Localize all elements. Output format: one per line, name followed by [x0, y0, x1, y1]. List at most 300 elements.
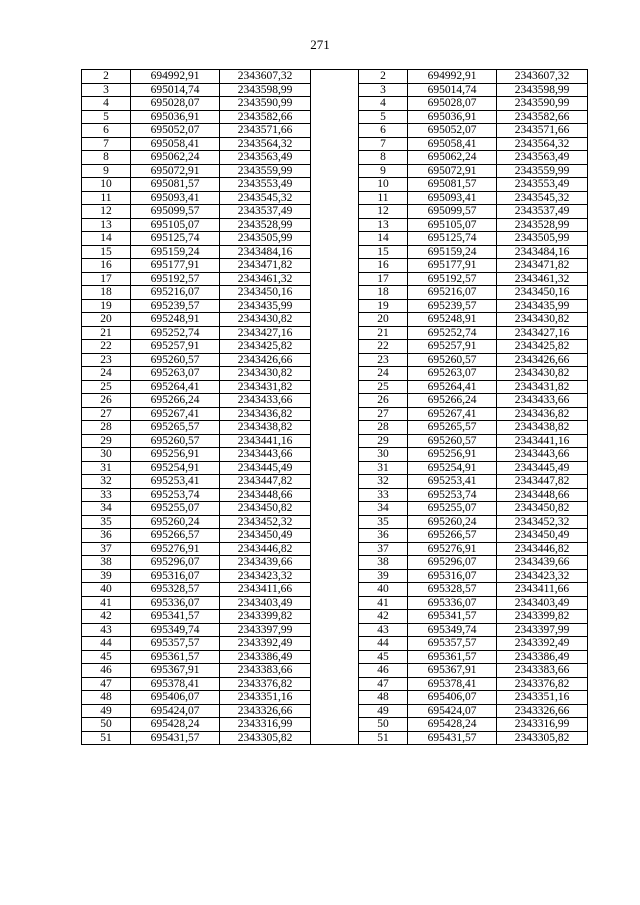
left-y-coordinate-cell: 2343450,82	[220, 502, 311, 516]
left-y-coordinate-cell: 2343471,82	[220, 259, 311, 273]
left-y-coordinate-cell: 2343438,82	[220, 421, 311, 435]
right-y-coordinate-cell: 2343376,82	[497, 677, 588, 691]
column-gap	[311, 340, 359, 354]
right-x-coordinate-cell: 695316,07	[408, 569, 497, 583]
right-x-coordinate-cell: 695428,24	[408, 718, 497, 732]
left-y-coordinate-cell: 2343425,82	[220, 340, 311, 354]
right-y-coordinate-cell: 2343426,66	[497, 353, 588, 367]
left-y-coordinate-cell: 2343484,16	[220, 245, 311, 259]
left-x-coordinate-cell: 695252,74	[131, 326, 220, 340]
left-x-coordinate-cell: 695036,91	[131, 110, 220, 124]
left-y-coordinate-cell: 2343399,82	[220, 610, 311, 624]
left-point-number-cell: 8	[82, 151, 131, 165]
table-row	[82, 151, 588, 165]
right-x-coordinate-cell: 695254,91	[408, 461, 497, 475]
right-x-coordinate-cell: 695248,91	[408, 313, 497, 327]
left-x-coordinate-cell: 695062,24	[131, 151, 220, 165]
column-gap	[311, 137, 359, 151]
right-y-coordinate-cell: 2343450,82	[497, 502, 588, 516]
left-x-coordinate-cell: 695328,57	[131, 583, 220, 597]
table-row	[82, 677, 588, 691]
column-gap	[311, 218, 359, 232]
column-gap	[311, 70, 359, 84]
table-row	[82, 218, 588, 232]
table-row	[82, 623, 588, 637]
column-gap	[311, 515, 359, 529]
table-row	[82, 515, 588, 529]
right-y-coordinate-cell: 2343564,32	[497, 137, 588, 151]
left-point-number-cell: 32	[82, 475, 131, 489]
table-row	[82, 583, 588, 597]
left-y-coordinate-cell: 2343461,32	[220, 272, 311, 286]
right-x-coordinate-cell: 695406,07	[408, 691, 497, 705]
table-row	[82, 650, 588, 664]
column-gap	[311, 556, 359, 570]
right-x-coordinate-cell: 695357,57	[408, 637, 497, 651]
right-x-coordinate-cell: 695263,07	[408, 367, 497, 381]
left-y-coordinate-cell: 2343305,82	[220, 731, 311, 745]
left-y-coordinate-cell: 2343397,99	[220, 623, 311, 637]
left-point-number-cell: 42	[82, 610, 131, 624]
table-row	[82, 718, 588, 732]
right-y-coordinate-cell: 2343411,66	[497, 583, 588, 597]
left-x-coordinate-cell: 695260,24	[131, 515, 220, 529]
right-x-coordinate-cell: 695266,24	[408, 394, 497, 408]
left-point-number-cell: 21	[82, 326, 131, 340]
right-y-coordinate-cell: 2343316,99	[497, 718, 588, 732]
left-x-coordinate-cell: 695357,57	[131, 637, 220, 651]
column-gap	[311, 380, 359, 394]
left-y-coordinate-cell: 2343435,99	[220, 299, 311, 313]
right-point-number-cell: 22	[359, 340, 408, 354]
right-point-number-cell: 17	[359, 272, 408, 286]
left-point-number-cell: 11	[82, 191, 131, 205]
table-row	[82, 367, 588, 381]
table-row	[82, 448, 588, 462]
column-gap	[311, 529, 359, 543]
right-point-number-cell: 8	[359, 151, 408, 165]
right-x-coordinate-cell: 695081,57	[408, 178, 497, 192]
column-gap	[311, 677, 359, 691]
right-x-coordinate-cell: 695256,91	[408, 448, 497, 462]
right-point-number-cell: 35	[359, 515, 408, 529]
right-point-number-cell: 44	[359, 637, 408, 651]
left-y-coordinate-cell: 2343564,32	[220, 137, 311, 151]
right-point-number-cell: 38	[359, 556, 408, 570]
column-gap	[311, 637, 359, 651]
table-row	[82, 542, 588, 556]
right-point-number-cell: 24	[359, 367, 408, 381]
right-point-number-cell: 25	[359, 380, 408, 394]
table-row	[82, 232, 588, 246]
right-point-number-cell: 51	[359, 731, 408, 745]
column-gap	[311, 110, 359, 124]
right-y-coordinate-cell: 2343305,82	[497, 731, 588, 745]
left-point-number-cell: 39	[82, 569, 131, 583]
left-y-coordinate-cell: 2343443,66	[220, 448, 311, 462]
left-y-coordinate-cell: 2343376,82	[220, 677, 311, 691]
right-y-coordinate-cell: 2343392,49	[497, 637, 588, 651]
column-gap	[311, 475, 359, 489]
column-gap	[311, 313, 359, 327]
right-x-coordinate-cell: 695349,74	[408, 623, 497, 637]
left-y-coordinate-cell: 2343439,66	[220, 556, 311, 570]
right-y-coordinate-cell: 2343423,32	[497, 569, 588, 583]
right-x-coordinate-cell: 695093,41	[408, 191, 497, 205]
right-point-number-cell: 5	[359, 110, 408, 124]
column-gap	[311, 178, 359, 192]
column-gap	[311, 299, 359, 313]
right-point-number-cell: 48	[359, 691, 408, 705]
left-point-number-cell: 43	[82, 623, 131, 637]
left-point-number-cell: 23	[82, 353, 131, 367]
left-point-number-cell: 13	[82, 218, 131, 232]
column-gap	[311, 610, 359, 624]
right-point-number-cell: 26	[359, 394, 408, 408]
left-y-coordinate-cell: 2343545,32	[220, 191, 311, 205]
right-point-number-cell: 6	[359, 124, 408, 138]
left-x-coordinate-cell: 695058,41	[131, 137, 220, 151]
column-gap	[311, 272, 359, 286]
left-y-coordinate-cell: 2343423,32	[220, 569, 311, 583]
left-x-coordinate-cell: 695265,57	[131, 421, 220, 435]
right-y-coordinate-cell: 2343582,66	[497, 110, 588, 124]
right-x-coordinate-cell: 695276,91	[408, 542, 497, 556]
right-x-coordinate-cell: 695099,57	[408, 205, 497, 219]
left-x-coordinate-cell: 695260,57	[131, 434, 220, 448]
left-x-coordinate-cell: 695428,24	[131, 718, 220, 732]
right-x-coordinate-cell: 695265,57	[408, 421, 497, 435]
column-gap	[311, 704, 359, 718]
right-y-coordinate-cell: 2343571,66	[497, 124, 588, 138]
left-point-number-cell: 22	[82, 340, 131, 354]
left-point-number-cell: 18	[82, 286, 131, 300]
right-y-coordinate-cell: 2343446,82	[497, 542, 588, 556]
table-row	[82, 394, 588, 408]
right-point-number-cell: 19	[359, 299, 408, 313]
column-gap	[311, 367, 359, 381]
left-point-number-cell: 45	[82, 650, 131, 664]
left-point-number-cell: 2	[82, 70, 131, 84]
table-row	[82, 488, 588, 502]
right-x-coordinate-cell: 695264,41	[408, 380, 497, 394]
right-x-coordinate-cell: 695252,74	[408, 326, 497, 340]
right-point-number-cell: 30	[359, 448, 408, 462]
table-row	[82, 83, 588, 97]
column-gap	[311, 191, 359, 205]
left-point-number-cell: 20	[82, 313, 131, 327]
left-point-number-cell: 49	[82, 704, 131, 718]
left-y-coordinate-cell: 2343351,16	[220, 691, 311, 705]
right-point-number-cell: 37	[359, 542, 408, 556]
left-point-number-cell: 16	[82, 259, 131, 273]
table-row	[82, 664, 588, 678]
column-gap	[311, 718, 359, 732]
right-x-coordinate-cell: 695072,91	[408, 164, 497, 178]
table-row	[82, 704, 588, 718]
left-x-coordinate-cell: 695267,41	[131, 407, 220, 421]
right-y-coordinate-cell: 2343545,32	[497, 191, 588, 205]
column-gap	[311, 286, 359, 300]
column-gap	[311, 151, 359, 165]
left-x-coordinate-cell: 695081,57	[131, 178, 220, 192]
left-x-coordinate-cell: 695349,74	[131, 623, 220, 637]
right-point-number-cell: 49	[359, 704, 408, 718]
left-point-number-cell: 35	[82, 515, 131, 529]
left-x-coordinate-cell: 695052,07	[131, 124, 220, 138]
right-point-number-cell: 31	[359, 461, 408, 475]
right-y-coordinate-cell: 2343386,49	[497, 650, 588, 664]
right-x-coordinate-cell: 695058,41	[408, 137, 497, 151]
left-y-coordinate-cell: 2343427,16	[220, 326, 311, 340]
left-y-coordinate-cell: 2343426,66	[220, 353, 311, 367]
right-x-coordinate-cell: 695361,57	[408, 650, 497, 664]
right-point-number-cell: 23	[359, 353, 408, 367]
right-y-coordinate-cell: 2343563,49	[497, 151, 588, 165]
left-x-coordinate-cell: 695378,41	[131, 677, 220, 691]
right-point-number-cell: 28	[359, 421, 408, 435]
column-gap	[311, 97, 359, 111]
right-x-coordinate-cell: 695062,24	[408, 151, 497, 165]
right-point-number-cell: 21	[359, 326, 408, 340]
left-x-coordinate-cell: 695248,91	[131, 313, 220, 327]
left-point-number-cell: 30	[82, 448, 131, 462]
left-y-coordinate-cell: 2343445,49	[220, 461, 311, 475]
left-x-coordinate-cell: 695254,91	[131, 461, 220, 475]
table-row	[82, 596, 588, 610]
table-row	[82, 164, 588, 178]
right-x-coordinate-cell: 695260,57	[408, 434, 497, 448]
table-row	[82, 97, 588, 111]
left-point-number-cell: 46	[82, 664, 131, 678]
left-y-coordinate-cell: 2343392,49	[220, 637, 311, 651]
left-y-coordinate-cell: 2343607,32	[220, 70, 311, 84]
right-x-coordinate-cell: 695378,41	[408, 677, 497, 691]
right-y-coordinate-cell: 2343430,82	[497, 367, 588, 381]
right-x-coordinate-cell: 695257,91	[408, 340, 497, 354]
column-gap	[311, 623, 359, 637]
left-point-number-cell: 37	[82, 542, 131, 556]
right-y-coordinate-cell: 2343452,32	[497, 515, 588, 529]
left-x-coordinate-cell: 695093,41	[131, 191, 220, 205]
right-y-coordinate-cell: 2343431,82	[497, 380, 588, 394]
right-y-coordinate-cell: 2343435,99	[497, 299, 588, 313]
right-x-coordinate-cell: 695216,07	[408, 286, 497, 300]
right-x-coordinate-cell: 695177,91	[408, 259, 497, 273]
right-point-number-cell: 36	[359, 529, 408, 543]
right-y-coordinate-cell: 2343447,82	[497, 475, 588, 489]
column-gap	[311, 232, 359, 246]
left-y-coordinate-cell: 2343316,99	[220, 718, 311, 732]
right-x-coordinate-cell: 695239,57	[408, 299, 497, 313]
right-x-coordinate-cell: 695336,07	[408, 596, 497, 610]
left-y-coordinate-cell: 2343446,82	[220, 542, 311, 556]
table-row	[82, 124, 588, 138]
left-point-number-cell: 34	[82, 502, 131, 516]
right-y-coordinate-cell: 2343537,49	[497, 205, 588, 219]
left-x-coordinate-cell: 695125,74	[131, 232, 220, 246]
column-gap	[311, 421, 359, 435]
right-x-coordinate-cell: 695341,57	[408, 610, 497, 624]
table-row	[82, 731, 588, 745]
table-row	[82, 637, 588, 651]
coordinates-table-body	[82, 70, 588, 745]
table-row	[82, 326, 588, 340]
left-y-coordinate-cell: 2343447,82	[220, 475, 311, 489]
left-point-number-cell: 51	[82, 731, 131, 745]
table-row	[82, 340, 588, 354]
right-x-coordinate-cell: 695266,57	[408, 529, 497, 543]
right-y-coordinate-cell: 2343553,49	[497, 178, 588, 192]
right-point-number-cell: 40	[359, 583, 408, 597]
right-x-coordinate-cell: 695159,24	[408, 245, 497, 259]
column-gap	[311, 259, 359, 273]
column-gap	[311, 448, 359, 462]
right-y-coordinate-cell: 2343433,66	[497, 394, 588, 408]
left-x-coordinate-cell: 695264,41	[131, 380, 220, 394]
column-gap	[311, 83, 359, 97]
left-point-number-cell: 50	[82, 718, 131, 732]
right-point-number-cell: 20	[359, 313, 408, 327]
left-point-number-cell: 19	[82, 299, 131, 313]
table-row	[82, 691, 588, 705]
left-point-number-cell: 29	[82, 434, 131, 448]
left-y-coordinate-cell: 2343553,49	[220, 178, 311, 192]
left-y-coordinate-cell: 2343326,66	[220, 704, 311, 718]
right-point-number-cell: 39	[359, 569, 408, 583]
table-row	[82, 475, 588, 489]
left-x-coordinate-cell: 695072,91	[131, 164, 220, 178]
left-x-coordinate-cell: 695257,91	[131, 340, 220, 354]
right-y-coordinate-cell: 2343607,32	[497, 70, 588, 84]
column-gap	[311, 569, 359, 583]
table-row	[82, 461, 588, 475]
left-y-coordinate-cell: 2343441,16	[220, 434, 311, 448]
column-gap	[311, 731, 359, 745]
left-y-coordinate-cell: 2343386,49	[220, 650, 311, 664]
right-x-coordinate-cell: 695260,24	[408, 515, 497, 529]
left-point-number-cell: 28	[82, 421, 131, 435]
right-point-number-cell: 45	[359, 650, 408, 664]
left-point-number-cell: 5	[82, 110, 131, 124]
column-gap	[311, 650, 359, 664]
column-gap	[311, 434, 359, 448]
right-x-coordinate-cell: 695260,57	[408, 353, 497, 367]
left-y-coordinate-cell: 2343411,66	[220, 583, 311, 597]
column-gap	[311, 488, 359, 502]
left-y-coordinate-cell: 2343505,99	[220, 232, 311, 246]
right-x-coordinate-cell: 695367,91	[408, 664, 497, 678]
right-y-coordinate-cell: 2343450,16	[497, 286, 588, 300]
left-y-coordinate-cell: 2343431,82	[220, 380, 311, 394]
left-y-coordinate-cell: 2343537,49	[220, 205, 311, 219]
left-point-number-cell: 26	[82, 394, 131, 408]
right-point-number-cell: 33	[359, 488, 408, 502]
left-point-number-cell: 7	[82, 137, 131, 151]
left-x-coordinate-cell: 695260,57	[131, 353, 220, 367]
left-x-coordinate-cell: 695028,07	[131, 97, 220, 111]
right-point-number-cell: 7	[359, 137, 408, 151]
right-point-number-cell: 47	[359, 677, 408, 691]
right-point-number-cell: 46	[359, 664, 408, 678]
left-x-coordinate-cell: 695216,07	[131, 286, 220, 300]
column-gap	[311, 542, 359, 556]
right-point-number-cell: 41	[359, 596, 408, 610]
right-y-coordinate-cell: 2343439,66	[497, 556, 588, 570]
left-x-coordinate-cell: 695336,07	[131, 596, 220, 610]
right-point-number-cell: 50	[359, 718, 408, 732]
right-y-coordinate-cell: 2343445,49	[497, 461, 588, 475]
left-point-number-cell: 25	[82, 380, 131, 394]
column-gap	[311, 205, 359, 219]
left-point-number-cell: 31	[82, 461, 131, 475]
table-row	[82, 70, 588, 84]
right-x-coordinate-cell: 695296,07	[408, 556, 497, 570]
right-x-coordinate-cell: 695192,57	[408, 272, 497, 286]
right-y-coordinate-cell: 2343430,82	[497, 313, 588, 327]
left-x-coordinate-cell: 695424,07	[131, 704, 220, 718]
table-row	[82, 313, 588, 327]
right-y-coordinate-cell: 2343471,82	[497, 259, 588, 273]
column-gap	[311, 326, 359, 340]
left-x-coordinate-cell: 695253,74	[131, 488, 220, 502]
left-y-coordinate-cell: 2343528,99	[220, 218, 311, 232]
left-y-coordinate-cell: 2343452,32	[220, 515, 311, 529]
right-x-coordinate-cell: 695328,57	[408, 583, 497, 597]
table-row	[82, 421, 588, 435]
table-row	[82, 191, 588, 205]
left-x-coordinate-cell: 695431,57	[131, 731, 220, 745]
left-x-coordinate-cell: 695263,07	[131, 367, 220, 381]
left-y-coordinate-cell: 2343563,49	[220, 151, 311, 165]
left-point-number-cell: 33	[82, 488, 131, 502]
table-row	[82, 610, 588, 624]
table-row	[82, 407, 588, 421]
table-row	[82, 529, 588, 543]
table-row	[82, 434, 588, 448]
column-gap	[311, 407, 359, 421]
left-x-coordinate-cell: 695406,07	[131, 691, 220, 705]
left-y-coordinate-cell: 2343450,16	[220, 286, 311, 300]
table-row	[82, 110, 588, 124]
right-y-coordinate-cell: 2343438,82	[497, 421, 588, 435]
right-point-number-cell: 42	[359, 610, 408, 624]
column-gap	[311, 596, 359, 610]
left-x-coordinate-cell: 695316,07	[131, 569, 220, 583]
left-y-coordinate-cell: 2343430,82	[220, 313, 311, 327]
right-y-coordinate-cell: 2343461,32	[497, 272, 588, 286]
right-x-coordinate-cell: 695125,74	[408, 232, 497, 246]
right-point-number-cell: 3	[359, 83, 408, 97]
right-y-coordinate-cell: 2343448,66	[497, 488, 588, 502]
coordinates-table	[81, 69, 588, 745]
right-x-coordinate-cell: 695014,74	[408, 83, 497, 97]
right-y-coordinate-cell: 2343436,82	[497, 407, 588, 421]
left-x-coordinate-cell: 695255,07	[131, 502, 220, 516]
right-y-coordinate-cell: 2343427,16	[497, 326, 588, 340]
left-point-number-cell: 3	[82, 83, 131, 97]
right-point-number-cell: 13	[359, 218, 408, 232]
right-x-coordinate-cell: 695253,41	[408, 475, 497, 489]
left-point-number-cell: 36	[82, 529, 131, 543]
left-point-number-cell: 41	[82, 596, 131, 610]
right-point-number-cell: 11	[359, 191, 408, 205]
left-x-coordinate-cell: 694992,91	[131, 70, 220, 84]
left-point-number-cell: 12	[82, 205, 131, 219]
right-point-number-cell: 27	[359, 407, 408, 421]
right-y-coordinate-cell: 2343598,99	[497, 83, 588, 97]
left-y-coordinate-cell: 2343436,82	[220, 407, 311, 421]
